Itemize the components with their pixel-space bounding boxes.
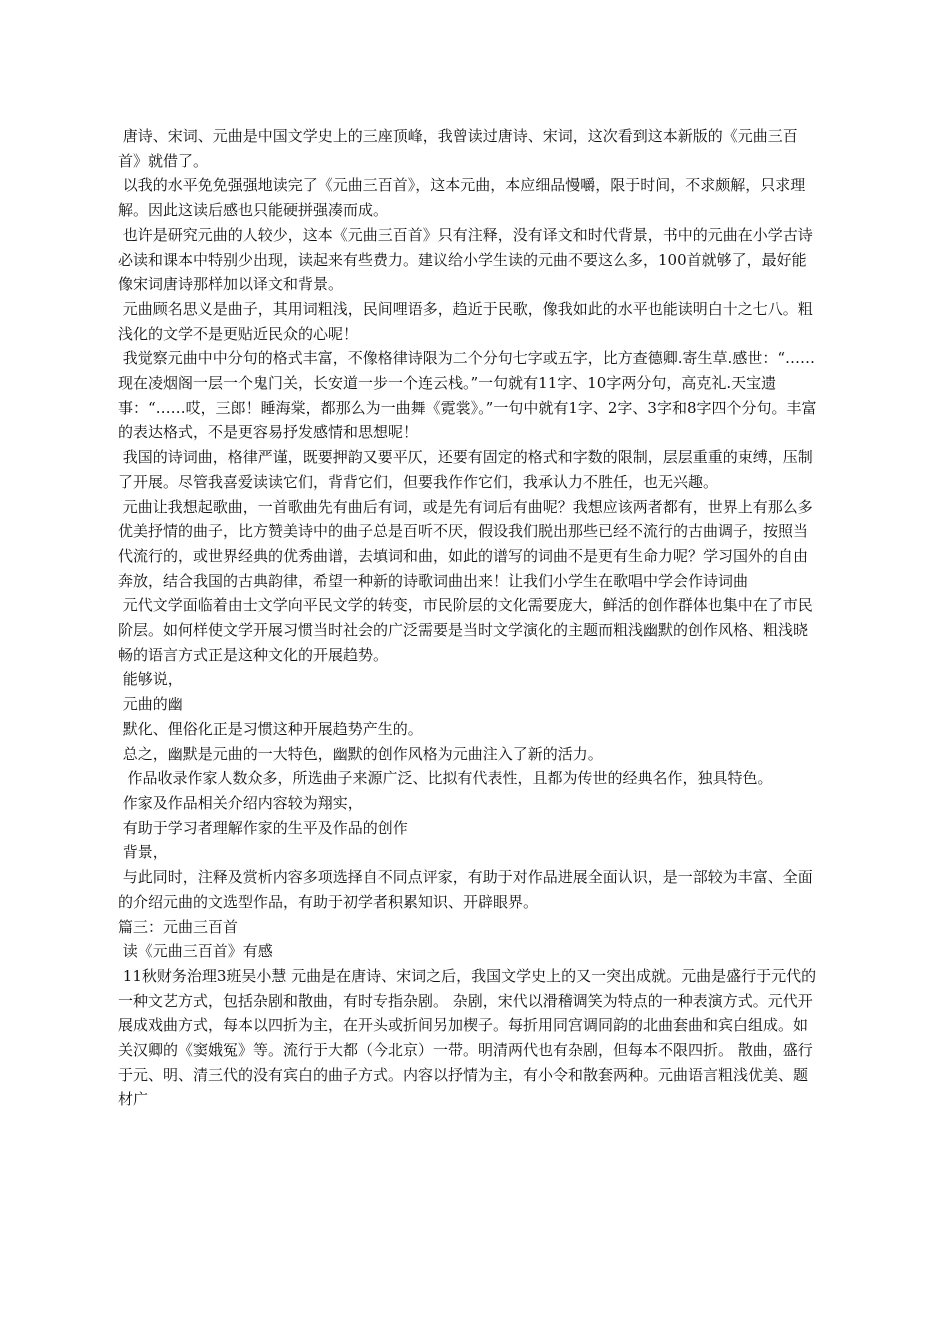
section-title: 篇三：元曲三百首 <box>118 917 239 936</box>
paragraph: 我觉察元曲中中分句的格式丰富，不像格律诗限为二个分句七字或五字，比方查德卿.寄生草.感世：“……现在凌烟阁一层一个鬼门关，长安道一步一个连云栈。”一句就有11字、10字两分句，高克礼.天宝遗事：“……哎，三郎！睡海棠，都那么为一曲舞《霓裳》。”一句中就有1字、2字、3字和8字四个分句。丰富的表达格式，不是更容易抒发感情和思想呢！ <box>118 349 817 442</box>
paragraph: 也许是研究元曲的人较少，这本《元曲三百首》只有注释，没有译文和时代背景，书中的元曲在小学古诗必读和课本中特别少出现，读起来有些费力。建议给小学生读的元曲不要这么多，100首就够了，最好能像宋词唐诗那样加以译文和背景。 <box>118 225 813 294</box>
paragraph: 元曲让我想起歌曲，一首歌曲先有曲后有词，或是先有词后有曲呢？我想应该两者都有，世界上有那么多优美抒情的曲子，比方赞美诗中的曲子总是百听不厌，假设我们脱出那些已经不流行的古曲调子，按照当代流行的，或世界经典的优秀曲谱，去填词和曲，如此的谱写的词曲不是更有生命力呢？学习国外的自由奔放，结合我国的古典韵律，希望一种新的诗歌词曲出来！让我们小学生在歌唱中学会作诗词曲 <box>118 497 813 590</box>
paragraph: 作品收录作家人数众多，所选曲子来源广泛、比拟有代表性，且都为传世的经典名作，独具特色。 <box>118 769 773 788</box>
paragraph: 背景， <box>118 843 168 862</box>
paragraph: 以我的水平免免强强地读完了《元曲三百首》，这本元曲，本应细品慢嚼，限于时间，不求颇解，只求理解。因此这读后感也只能硬拼强凑而成。 <box>118 176 806 220</box>
paragraph: 有助于学习者理解作家的生平及作品的创作 <box>118 818 408 837</box>
paragraph: 我国的诗词曲，格律严谨，既要押韵又要平仄，还要有固定的格式和字数的限制，层层重重的束缚，压制了开展。尽管我喜爱读读它们，背背它们，但要我作作它们，我承认力不胜任，也无兴趣。 <box>118 448 813 491</box>
paragraph: 元代文学面临着由士文学向平民文学的转变，市民阶层的文化需要庞大，鲜活的创作群体也集中在了市民阶层。如何样使文学开展习惯当时社会的广泛需要是当时文学演化的主题而粗浅幽默的创作风格、粗浅晓畅的语言方式正是这种文化的开展趋势。 <box>118 596 813 664</box>
paragraph: 作家及作品相关介绍内容较为翔实， <box>118 793 363 812</box>
paragraph: 总之，幽默是元曲的一大特色，幽默的创作风格为元曲注入了新的活力。 <box>118 744 603 763</box>
article-title: 读《元曲三百首》有感 <box>118 942 273 961</box>
paragraph: 元曲的幽 <box>118 695 183 714</box>
paragraph: 默化、俚俗化正是习惯这种开展趋势产生的。 <box>118 719 423 738</box>
paragraph: 能够说， <box>118 670 183 689</box>
paragraph: 元曲顾名思义是曲子，其用词粗浅，民间哩语多，趋近于民歌，像我如此的水平也能读明白十之七八。粗浅化的文学不是更贴近民众的心呢！ <box>118 299 813 343</box>
document-page <box>118 124 818 1112</box>
paragraph: 唐诗、宋词、元曲是中国文学史上的三座顶峰，我曾读过唐诗、宋词，这次看到这本新版的《元曲三百首》就借了。 <box>118 127 798 170</box>
paragraph: 11秋财务治理3班吴小慧 元曲是在唐诗、宋词之后，我国文学史上的又一突出成就。元曲是盛行于元代的一种文艺方式，包括杂剧和散曲，有时专指杂剧。 杂剧，宋代以滑稽调笑为特点的一种表演方式。元代开展成戏曲方式，每本以四折为主，在开头或折间另加楔子。每折用同宫调同韵的北曲套曲和宾白组成。如关汉卿的《窦娥冤》等。流行于大都（今北京）一带。明清两代也有杂剧，但每本不限四折。 散曲，盛行于元、明、清三代的没有宾白的曲子方式。内容以抒情为主，有小令和散套两种。元曲语言粗浅优美、题材广 <box>118 966 817 1109</box>
paragraph: 与此同时，注释及赏析内容多项选择自不同点评家，有助于对作品进展全面认识，是一部较为丰富、全面的介绍元曲的文选型作品，有助于初学者积累知识、开辟眼界。 <box>118 868 813 911</box>
